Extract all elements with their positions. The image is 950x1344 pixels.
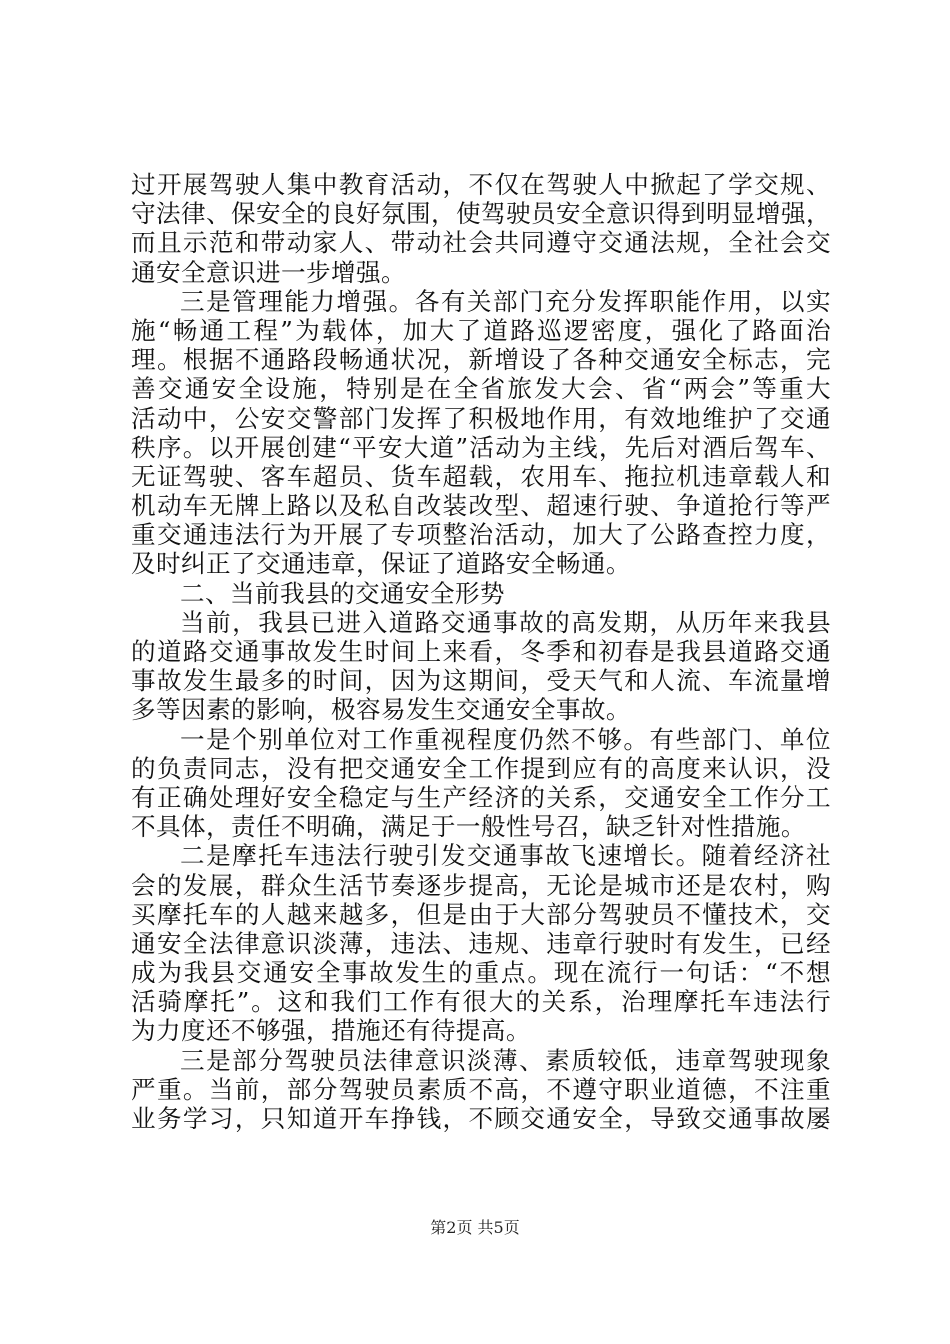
text-line: 无证驾驶、客车超员、货车超载，农用车、拖拉机违章载人和 xyxy=(131,461,831,491)
text-line: 秩序。以开展创建“平安大道”活动为主线，先后对酒后驾车、 xyxy=(131,432,831,462)
page-number-label: 第2页 共5页 xyxy=(430,1218,520,1237)
text-line: 施“畅通工程”为载体，加大了道路巡逻密度，强化了路面治 xyxy=(131,315,831,345)
text-line: 有正确处理好安全稳定与生产经济的关系，交通安全工作分工 xyxy=(131,782,831,812)
text-line: 多等因素的影响，极容易发生交通安全事故。 xyxy=(131,695,631,725)
paragraph-start: 当前，我县已进入道路交通事故的高发期，从历年来我县 xyxy=(180,607,831,637)
text-line: 会的发展，群众生活节奏逐步提高，无论是城市还是农村，购 xyxy=(131,870,831,900)
body-text xyxy=(131,170,831,1133)
text-line: 而且示范和带动家人、带动社会共同遵守交通法规，全社会交 xyxy=(131,228,831,258)
text-line: 通安全意识进一步增强。 xyxy=(131,257,406,287)
text-line: 成为我县交通安全事故发生的重点。现在流行一句话：“不想 xyxy=(131,958,831,988)
text-line: 不具体，责任不明确，满足于一般性号召，缺乏针对性措施。 xyxy=(131,812,806,842)
text-line: 为力度还不够强，措施还有待提高。 xyxy=(131,1016,531,1046)
text-line: 业务学习，只知道开车挣钱，不顾交通安全，导致交通事故屡 xyxy=(131,1104,831,1133)
page-footer xyxy=(0,1218,950,1238)
paragraph-start: 三是部分驾驶员法律意识淡薄、素质较低，违章驾驶现象 xyxy=(180,1045,831,1075)
text-line: 机动车无牌上路以及私自改装改型、超速行驶、争道抢行等严 xyxy=(131,491,831,521)
text-line: 善交通安全设施，特别是在全省旅发大会、省“两会”等重大 xyxy=(131,374,831,404)
paragraph-start: 二是摩托车违法行驶引发交通事故飞速增长。随着经济社 xyxy=(180,841,831,871)
text-line: 的负责同志，没有把交通安全工作提到应有的高度来认识，没 xyxy=(131,753,831,783)
text-line: 守法律、保安全的良好氛围，使驾驶员安全意识得到明显增强， xyxy=(131,199,831,229)
text-line: 过开展驾驶人集中教育活动，不仅在驾驶人中掀起了学交规、 xyxy=(131,170,831,199)
text-line: 活动中，公安交警部门发挥了积极地作用，有效地维护了交通 xyxy=(131,403,831,433)
text-line: 活骑摩托”。这和我们工作有很大的关系，治理摩托车违法行 xyxy=(131,987,831,1017)
text-line: 买摩托车的人越来越多，但是由于大部分驾驶员不懂技术，交 xyxy=(131,899,831,929)
text-line: 事故发生最多的时间，因为这期间，受天气和人流、车流量增 xyxy=(131,666,831,696)
section-heading: 二、当前我县的交通安全形势 xyxy=(180,578,505,608)
text-line: 严重。当前，部分驾驶员素质不高，不遵守职业道德，不注重 xyxy=(131,1074,831,1104)
paragraph-start: 三是管理能力增强。各有关部门充分发挥职能作用，以实 xyxy=(180,286,831,316)
text-line: 理。根据不通路段畅通状况，新增设了各种交通安全标志，完 xyxy=(131,345,831,375)
text-line: 及时纠正了交通违章，保证了道路安全畅通。 xyxy=(131,549,631,579)
text-line: 通安全法律意识淡薄，违法、违规、违章行驶时有发生，已经 xyxy=(131,928,831,958)
paragraph-start: 一是个别单位对工作重视程度仍然不够。有些部门、单位 xyxy=(180,724,831,754)
text-line: 的道路交通事故发生时间上来看，冬季和初春是我县道路交通 xyxy=(131,637,831,666)
text-line: 重交通违法行为开展了专项整治活动，加大了公路查控力度， xyxy=(131,520,831,550)
